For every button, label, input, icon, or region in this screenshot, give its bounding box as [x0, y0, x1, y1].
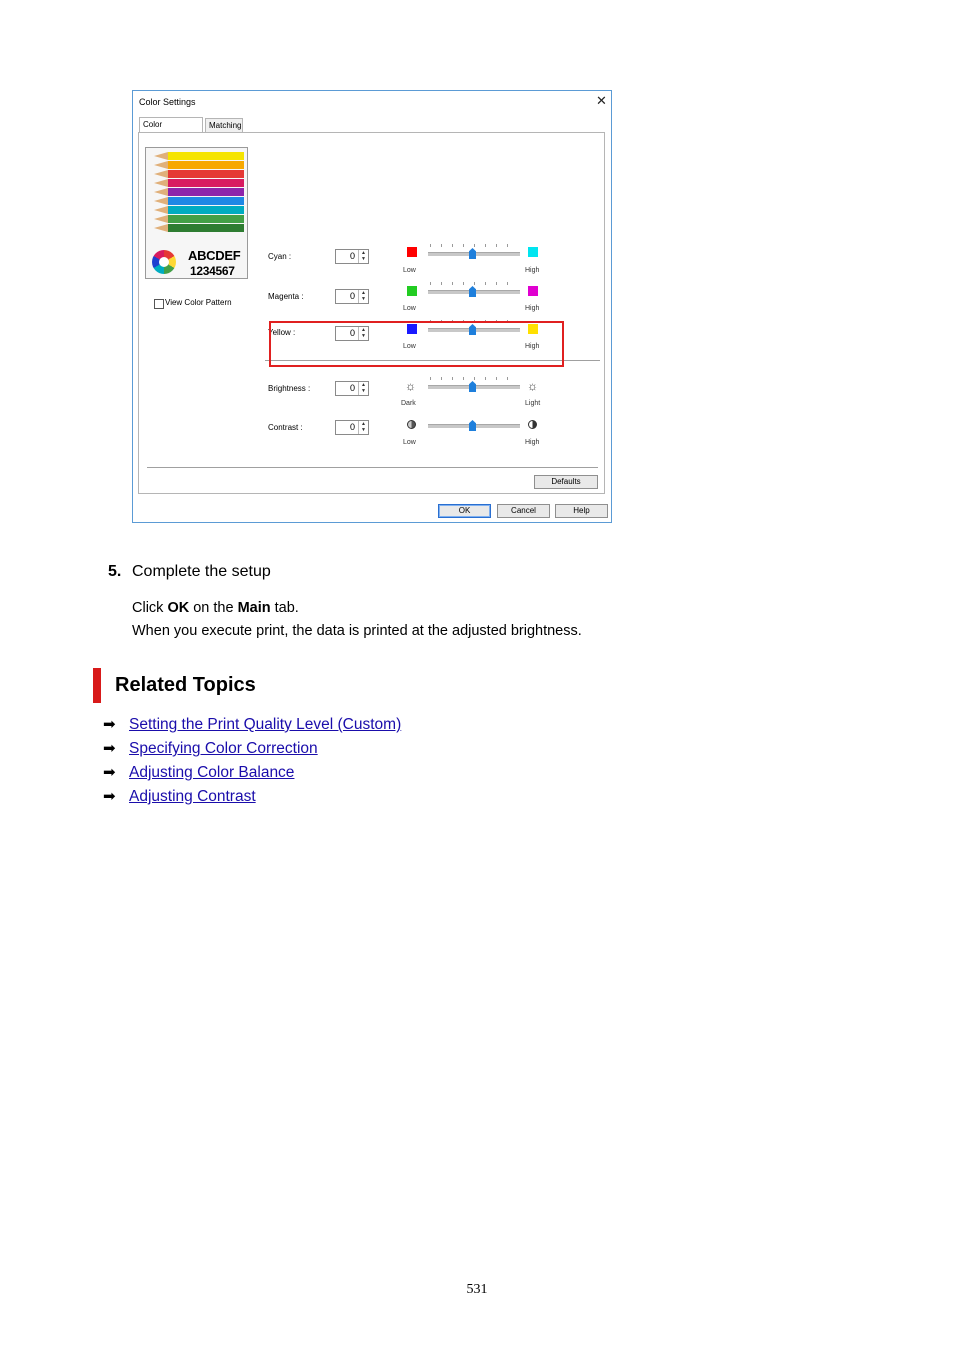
magenta-high-label: High	[525, 305, 540, 312]
arrow-right-icon: ➡	[103, 740, 116, 757]
magenta-spinbox[interactable]	[335, 289, 369, 304]
bottom-separator-line	[147, 467, 598, 469]
cyan-label: Cyan :	[268, 252, 292, 261]
contrast-label: Contrast :	[268, 423, 303, 432]
pencil-icon	[168, 170, 244, 178]
step-number: 5.	[108, 563, 122, 580]
pencil-icon	[168, 161, 244, 169]
magenta-low-label: Low	[403, 305, 416, 312]
yellow-high-label: High	[525, 343, 540, 350]
help-button[interactable]: Help	[555, 504, 608, 518]
spin-arrows-icon[interactable]: ▲ ▼	[358, 290, 368, 303]
pencil-icon	[168, 179, 244, 187]
dialog-title: Color Settings	[139, 97, 196, 107]
contrast-low-icon	[407, 420, 416, 429]
cancel-button[interactable]: Cancel	[497, 504, 550, 518]
contrast-slider-thumb[interactable]	[469, 420, 476, 431]
step-title: Complete the setup	[132, 563, 271, 580]
cyan-swatch-icon	[528, 247, 538, 257]
pencil-icon	[168, 197, 244, 205]
magenta-label: Magenta :	[268, 292, 304, 301]
spin-arrows-icon[interactable]: ▲ ▼	[358, 382, 368, 395]
view-color-pattern-label: View Color Pattern	[165, 298, 232, 307]
ok-emphasis: OK	[167, 600, 190, 616]
contrast-high-label: High	[525, 439, 540, 446]
page-number: 531	[466, 1282, 488, 1297]
cyan-spinbox[interactable]	[335, 249, 369, 264]
brightness-low-label: Dark	[401, 400, 416, 407]
step-instruction: Click OK on the Main tab.	[132, 600, 299, 616]
contrast-value: 0	[350, 422, 356, 432]
brightness-value: 0	[350, 383, 356, 393]
section-accent-bar	[93, 668, 101, 703]
yellow-value: 0	[350, 328, 356, 338]
contrast-low-label: Low	[403, 439, 416, 446]
brightness-label: Brightness :	[268, 384, 311, 393]
pencil-icon	[168, 215, 244, 223]
arrow-right-icon: ➡	[103, 788, 116, 805]
brightness-highlight-box	[269, 321, 564, 367]
contrast-spinbox[interactable]	[335, 420, 369, 435]
ok-button[interactable]: OK	[438, 504, 491, 518]
brightness-slider-thumb[interactable]	[469, 381, 476, 392]
link-color-correction[interactable]: Specifying Color Correction	[129, 740, 318, 757]
cyan-slider-thumb[interactable]	[469, 248, 476, 259]
color-preview-image	[145, 147, 248, 279]
pencil-icon	[168, 152, 244, 160]
preview-text-digits: 1234567	[190, 264, 235, 278]
view-color-pattern-checkbox[interactable]	[154, 299, 164, 309]
brightness-spinbox[interactable]	[335, 381, 369, 396]
related-topics-heading: Related Topics	[115, 674, 256, 696]
magenta-swatch-icon	[528, 286, 538, 296]
brightness-slider-ticks	[430, 377, 518, 380]
link-adjusting-contrast[interactable]: Adjusting Contrast	[129, 788, 256, 805]
arrow-right-icon: ➡	[103, 764, 116, 781]
contrast-high-icon	[528, 420, 537, 429]
arrow-right-icon: ➡	[103, 716, 116, 733]
link-color-balance[interactable]: Adjusting Color Balance	[129, 764, 295, 781]
preview-text-letters: ABCDEF	[188, 248, 241, 263]
yellow-low-label: Low	[403, 343, 416, 350]
cyan-slider-ticks	[430, 244, 518, 247]
pencil-icon	[168, 206, 244, 214]
cyan-value: 0	[350, 251, 356, 261]
color-settings-dialog	[132, 90, 612, 523]
color-adjustment-panel	[138, 132, 605, 494]
sun-dark-icon: ☼	[405, 379, 416, 393]
red-swatch-icon	[407, 247, 417, 257]
close-icon[interactable]: ✕	[596, 93, 607, 108]
brightness-high-label: Light	[525, 400, 541, 407]
yellow-label: Yellow :	[268, 328, 296, 337]
sun-light-icon: ☼	[527, 379, 538, 393]
spin-arrows-icon[interactable]: ▲ ▼	[358, 421, 368, 434]
magenta-slider-ticks	[430, 282, 518, 285]
defaults-button[interactable]: Defaults	[534, 475, 598, 489]
color-wheel-icon	[152, 250, 176, 274]
main-emphasis: Main	[237, 600, 271, 616]
green-swatch-icon	[407, 286, 417, 296]
cyan-high-label: High	[525, 267, 540, 274]
spin-arrows-icon[interactable]: ▲ ▼	[358, 327, 368, 340]
magenta-value: 0	[350, 291, 356, 301]
pencil-icon	[168, 188, 244, 196]
pencil-icon	[168, 224, 244, 232]
link-print-quality-custom[interactable]: Setting the Print Quality Level (Custom)	[129, 716, 402, 733]
cyan-low-label: Low	[403, 267, 416, 274]
tab-color-adjustment[interactable]: Color	[139, 117, 203, 133]
spin-arrows-icon[interactable]: ▲ ▼	[358, 250, 368, 263]
step-description: When you execute print, the data is printed at the adjusted brightness.	[132, 623, 582, 639]
tab-matching[interactable]: Matching	[205, 118, 243, 132]
magenta-slider-thumb[interactable]	[469, 286, 476, 297]
